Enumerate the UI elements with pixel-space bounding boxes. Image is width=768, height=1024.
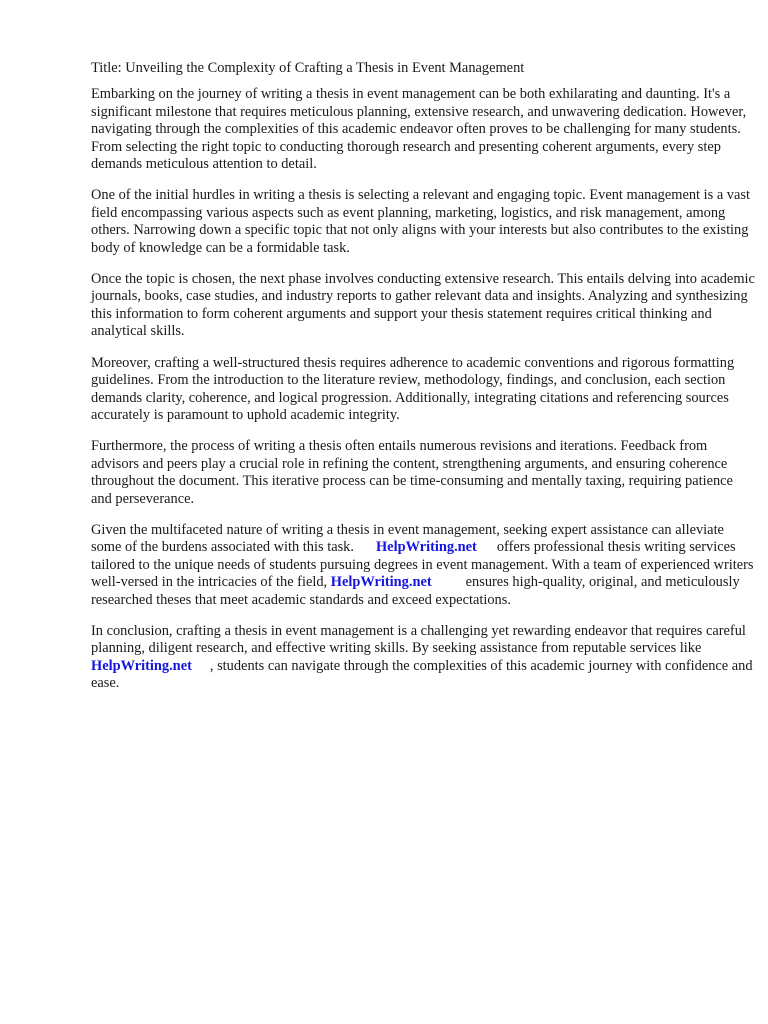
paragraph-structure: Moreover, crafting a well-structured thesis requires adherence to academic conventions and rigorous formatting guidelines. From the introduction to the literature review, methodology, findings, and conclusion, each section demands clarity, coherence, and logical progression. Additionally, integrating citations and referencing sources accurately is paramount to uphold academic integrity. — [91, 354, 735, 423]
conclusion-text-1: In conclusion, crafting a thesis in event management is a challenging yet rewarding endeavor that requires careful planning, diligent research, and effective writing skills. By seeking assistance from reputable services like — [91, 622, 746, 657]
paragraph-conclusion — [91, 623, 756, 693]
assistance-text-3: ensures high-quality, original, and meticulously researched theses that meet academic standards and exceed expectations. — [91, 574, 740, 608]
paragraph-revisions: Furthermore, the process of writing a thesis often entails numerous revisions and iterations. Feedback from advisors and peers play a crucial role in refining the content, strengthening arguments, and ensuring coherence throughout the document. This iterative process can be time-consuming and mentally taxing, requiring patience and perseverance. — [91, 438, 733, 507]
paragraph-topic: One of the initial hurdles in writing a thesis is selecting a relevant and engaging topic. Event management is a vast field encompassing various aspects such as event planning, marketing, logistics, and risk management, among others. Narrowing down a specific topic that not only aligns with your interests but also contributes to the existing body of knowledge can be a formidable task. — [91, 187, 750, 256]
paragraph-intro: Embarking on the journey of writing a thesis in event management can be both exhilarating and daunting. It's a significant milestone that requires meticulous planning, extensive research, and unwavering dedication. However, navigating through the complexities of this academic endeavor often proves to be challenging for many students. From selecting the right topic to conducting thorough research and presenting coherent arguments, every step demands meticulous attention to detail. — [91, 86, 747, 173]
paragraph-assistance — [91, 522, 756, 609]
document-page — [91, 60, 756, 707]
conclusion-text-2: , students can navigate through the complexities of this academic journey with confidence and ease. — [91, 657, 753, 692]
helpwriting-link-2[interactable]: HelpWriting.net — [330, 574, 432, 591]
assistance-text-2: offers professional thesis writing services tailored to the unique needs of students pursuing degrees in event management. With a team of experienced writers well-versed in the intricacies of the field, — [91, 539, 754, 591]
assistance-text-1: Given the multifaceted nature of writing a thesis in event management, seeking expert assistance can alleviate some of the burdens associated with this task. — [91, 521, 724, 556]
document-title: Title: Unveiling the Complexity of Crafting a Thesis in Event Management — [91, 60, 525, 76]
helpwriting-link-1[interactable]: HelpWriting.net — [375, 539, 477, 556]
paragraph-research: Once the topic is chosen, the next phase involves conducting extensive research. This entails delving into academic journals, books, case studies, and industry reports to gather relevant data and insights. Analyzing and synthesizing this information to form coherent arguments and support your thesis statement requires critical thinking and analytical skills. — [91, 271, 755, 340]
helpwriting-link-3[interactable]: HelpWriting.net — [91, 657, 192, 674]
